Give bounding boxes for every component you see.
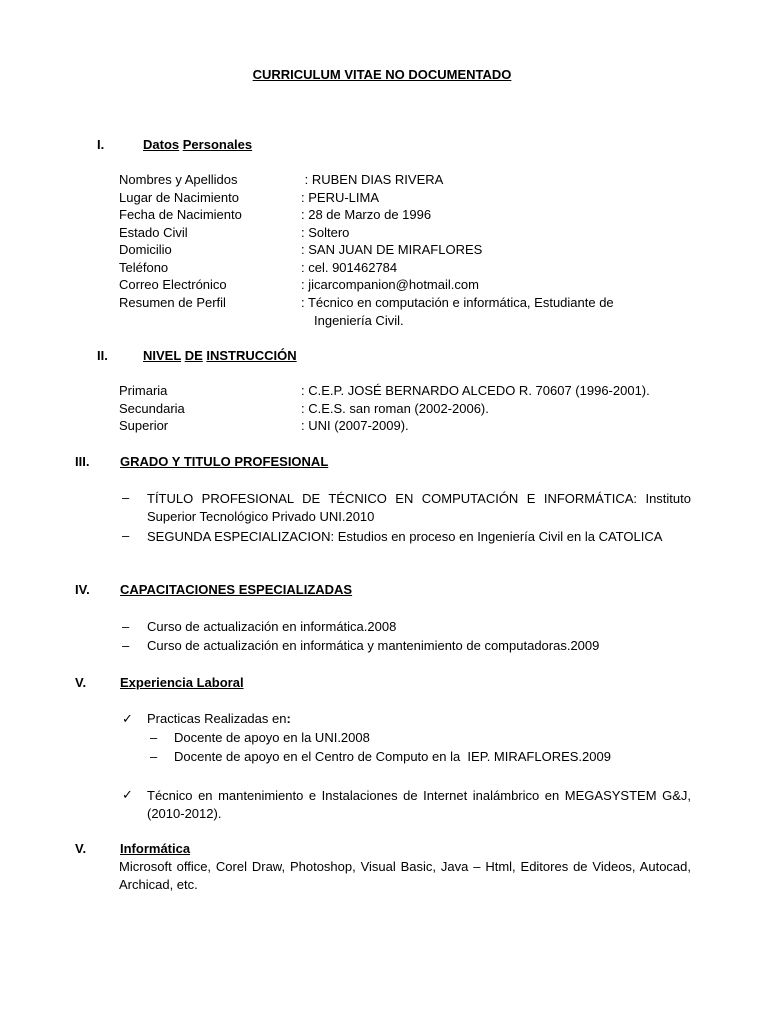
data-row: [0, 401, 768, 419]
data-row: [0, 418, 768, 436]
row-label: Lugar de Nacimiento: [119, 190, 239, 205]
row-value-continuation: Ingeniería Civil.: [314, 313, 404, 328]
row-value: : PERU-LIMA: [301, 190, 380, 205]
row-label: Secundaria: [119, 401, 185, 416]
row-value: : C.E.S. san roman (2002-2006).: [301, 401, 489, 416]
dash-bullet: –: [122, 638, 130, 653]
row-label: Domicilio: [119, 242, 172, 257]
data-row: [0, 295, 768, 313]
row-label: Estado Civil: [119, 225, 188, 240]
list-item-colon: :: [286, 711, 291, 726]
check-icon: ✓: [122, 711, 133, 726]
list-item: Curso de actualización en informática y mantenimiento de computadoras.2009: [147, 638, 600, 653]
list-item: SEGUNDA ESPECIALIZACION: Estudios en proceso en Ingeniería Civil en la CATOLICA: [147, 529, 663, 544]
section-numeral: II.: [97, 348, 108, 363]
heading-word: INSTRUCCIÓN: [206, 348, 297, 363]
list-item: TÍTULO PROFESIONAL DE TÉCNICO EN COMPUTACIÓN E INFORMÁTICA: Instituto Superior Tecnológico Privado UNI.2010: [147, 491, 691, 524]
row-value: : jicarcompanion@hotmail.com: [301, 277, 479, 292]
dash-bullet: –: [122, 528, 130, 543]
row-label: Correo Electrónico: [119, 277, 227, 292]
section-heading-experiencia: Experiencia Laboral: [120, 675, 244, 690]
section-heading-grado: GRADO Y TITULO PROFESIONAL: [120, 454, 329, 469]
row-value: : cel. 901462784: [301, 260, 398, 275]
data-row: [0, 242, 768, 260]
row-label: Resumen de Perfil: [119, 295, 226, 310]
dash-bullet: –: [122, 619, 130, 634]
skills-paragraph: Microsoft office, Corel Draw, Photoshop, Visual Basic, Java – Html, Editores de Videos, Autocad, Archicad, etc.: [119, 859, 691, 892]
heading-word: NIVEL: [143, 348, 182, 363]
data-row: [0, 172, 768, 190]
list-item-label: Practicas Realizadas en: [147, 711, 287, 726]
section-heading-datos: [143, 137, 252, 152]
dash-bullet: –: [150, 749, 158, 764]
row-value: : SAN JUAN DE MIRAFLORES: [301, 242, 483, 257]
section-numeral: I.: [97, 137, 105, 152]
list-item: Curso de actualización en informática.2008: [147, 619, 397, 634]
data-row: [0, 383, 768, 401]
section-heading-informatica: Informática: [120, 841, 191, 856]
dash-bullet: –: [122, 490, 130, 505]
list-item: Técnico en mantenimiento e Instalaciones de Internet inalámbrico en MEGASYSTEM G&J, (2010-2012).: [147, 788, 691, 821]
sub-list-item: Docente de apoyo en el Centro de Computo en la IEP. MIRAFLORES.2009: [174, 749, 611, 764]
heading-word: DE: [184, 348, 203, 363]
section-heading-capacitaciones: CAPACITACIONES ESPECIALIZADAS: [120, 582, 353, 597]
data-row: [0, 277, 768, 295]
row-label: Superior: [119, 418, 169, 433]
section-heading-nivel: [143, 348, 297, 363]
section-numeral: III.: [75, 454, 90, 469]
row-value: : Soltero: [301, 225, 350, 240]
row-label: Fecha de Nacimiento: [119, 207, 242, 222]
section-numeral: IV.: [75, 582, 90, 597]
check-icon: ✓: [122, 787, 133, 802]
section-numeral: V.: [75, 841, 87, 856]
row-label: Primaria: [119, 383, 168, 398]
row-value: : C.E.P. JOSÉ BERNARDO ALCEDO R. 70607 (1996-2001).: [301, 383, 650, 398]
data-row: [0, 207, 768, 225]
section-numeral: V.: [75, 675, 87, 690]
row-label: Nombres y Apellidos: [119, 172, 238, 187]
data-row: [0, 225, 768, 243]
row-value: : UNI (2007-2009).: [301, 418, 409, 433]
list-item: [147, 711, 291, 726]
dash-bullet: –: [150, 730, 158, 745]
data-row: [0, 260, 768, 278]
row-value: : 28 de Marzo de 1996: [301, 207, 432, 222]
data-row: [0, 190, 768, 208]
row-value: : RUBEN DIAS RIVERA: [301, 172, 444, 187]
document-title: CURRICULUM VITAE NO DOCUMENTADO: [252, 67, 512, 82]
row-value: : Técnico en computación e informática, Estudiante de: [301, 295, 614, 310]
heading-word: Personales: [182, 137, 253, 152]
row-label: Teléfono: [119, 260, 169, 275]
heading-word: Datos: [143, 137, 180, 152]
sub-list-item: Docente de apoyo en la UNI.2008: [174, 730, 370, 745]
